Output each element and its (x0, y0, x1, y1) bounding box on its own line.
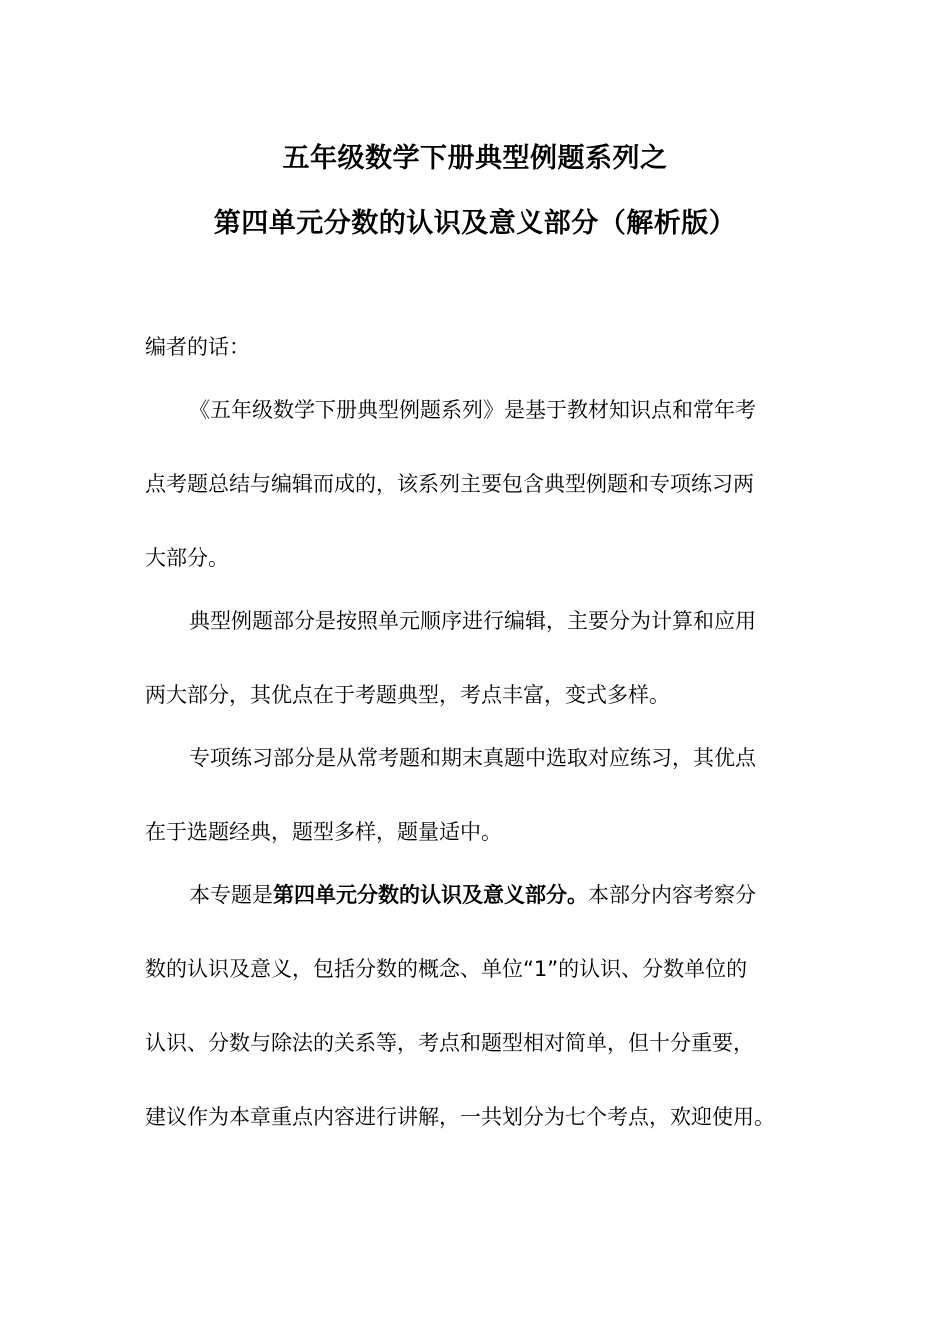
editor-heading: 编者的话： (145, 335, 250, 359)
para2-line1: 典型例题部分是按照单元顺序进行编辑，主要分为计算和应用 (189, 609, 756, 633)
para4-line2: 数的认识及意义，包括分数的概念、单位“1”的认识、分数单位的 (145, 957, 748, 981)
para3-line2: 在于选题经典，题型多样，题量适中。 (145, 820, 502, 844)
para3-line1: 专项练习部分是从常考题和期末真题中选取对应练习，其优点 (189, 746, 756, 770)
para4-line3: 认识、分数与除法的关系等，考点和题型相对简单，但十分重要， (145, 1031, 754, 1055)
para4-line1-prefix: 本专题是 (189, 883, 273, 907)
para4-line1 (189, 880, 756, 910)
para4-line1-bold: 第四单元分数的认识及意义部分。 (273, 883, 588, 907)
document-title-line-2: 第四单元分数的认识及意义部分（解析版） (213, 208, 737, 239)
para2-line2: 两大部分，其优点在于考题典型，考点丰富，变式多样。 (145, 683, 670, 707)
para4-line1-suffix: 本部分内容考察分 (588, 883, 756, 907)
para4-line4: 建议作为本章重点内容进行讲解，一共划分为七个考点，欢迎使用。 (145, 1105, 775, 1129)
document-title-line-1: 五年级数学下册典型例题系列之 (282, 143, 668, 174)
para1-line1: 《五年级数学下册典型例题系列》是基于教材知识点和常年考 (189, 398, 756, 422)
para1-line2: 点考题总结与编辑而成的，该系列主要包含典型例题和专项练习两 (145, 472, 754, 496)
para1-line3: 大部分。 (145, 546, 229, 570)
